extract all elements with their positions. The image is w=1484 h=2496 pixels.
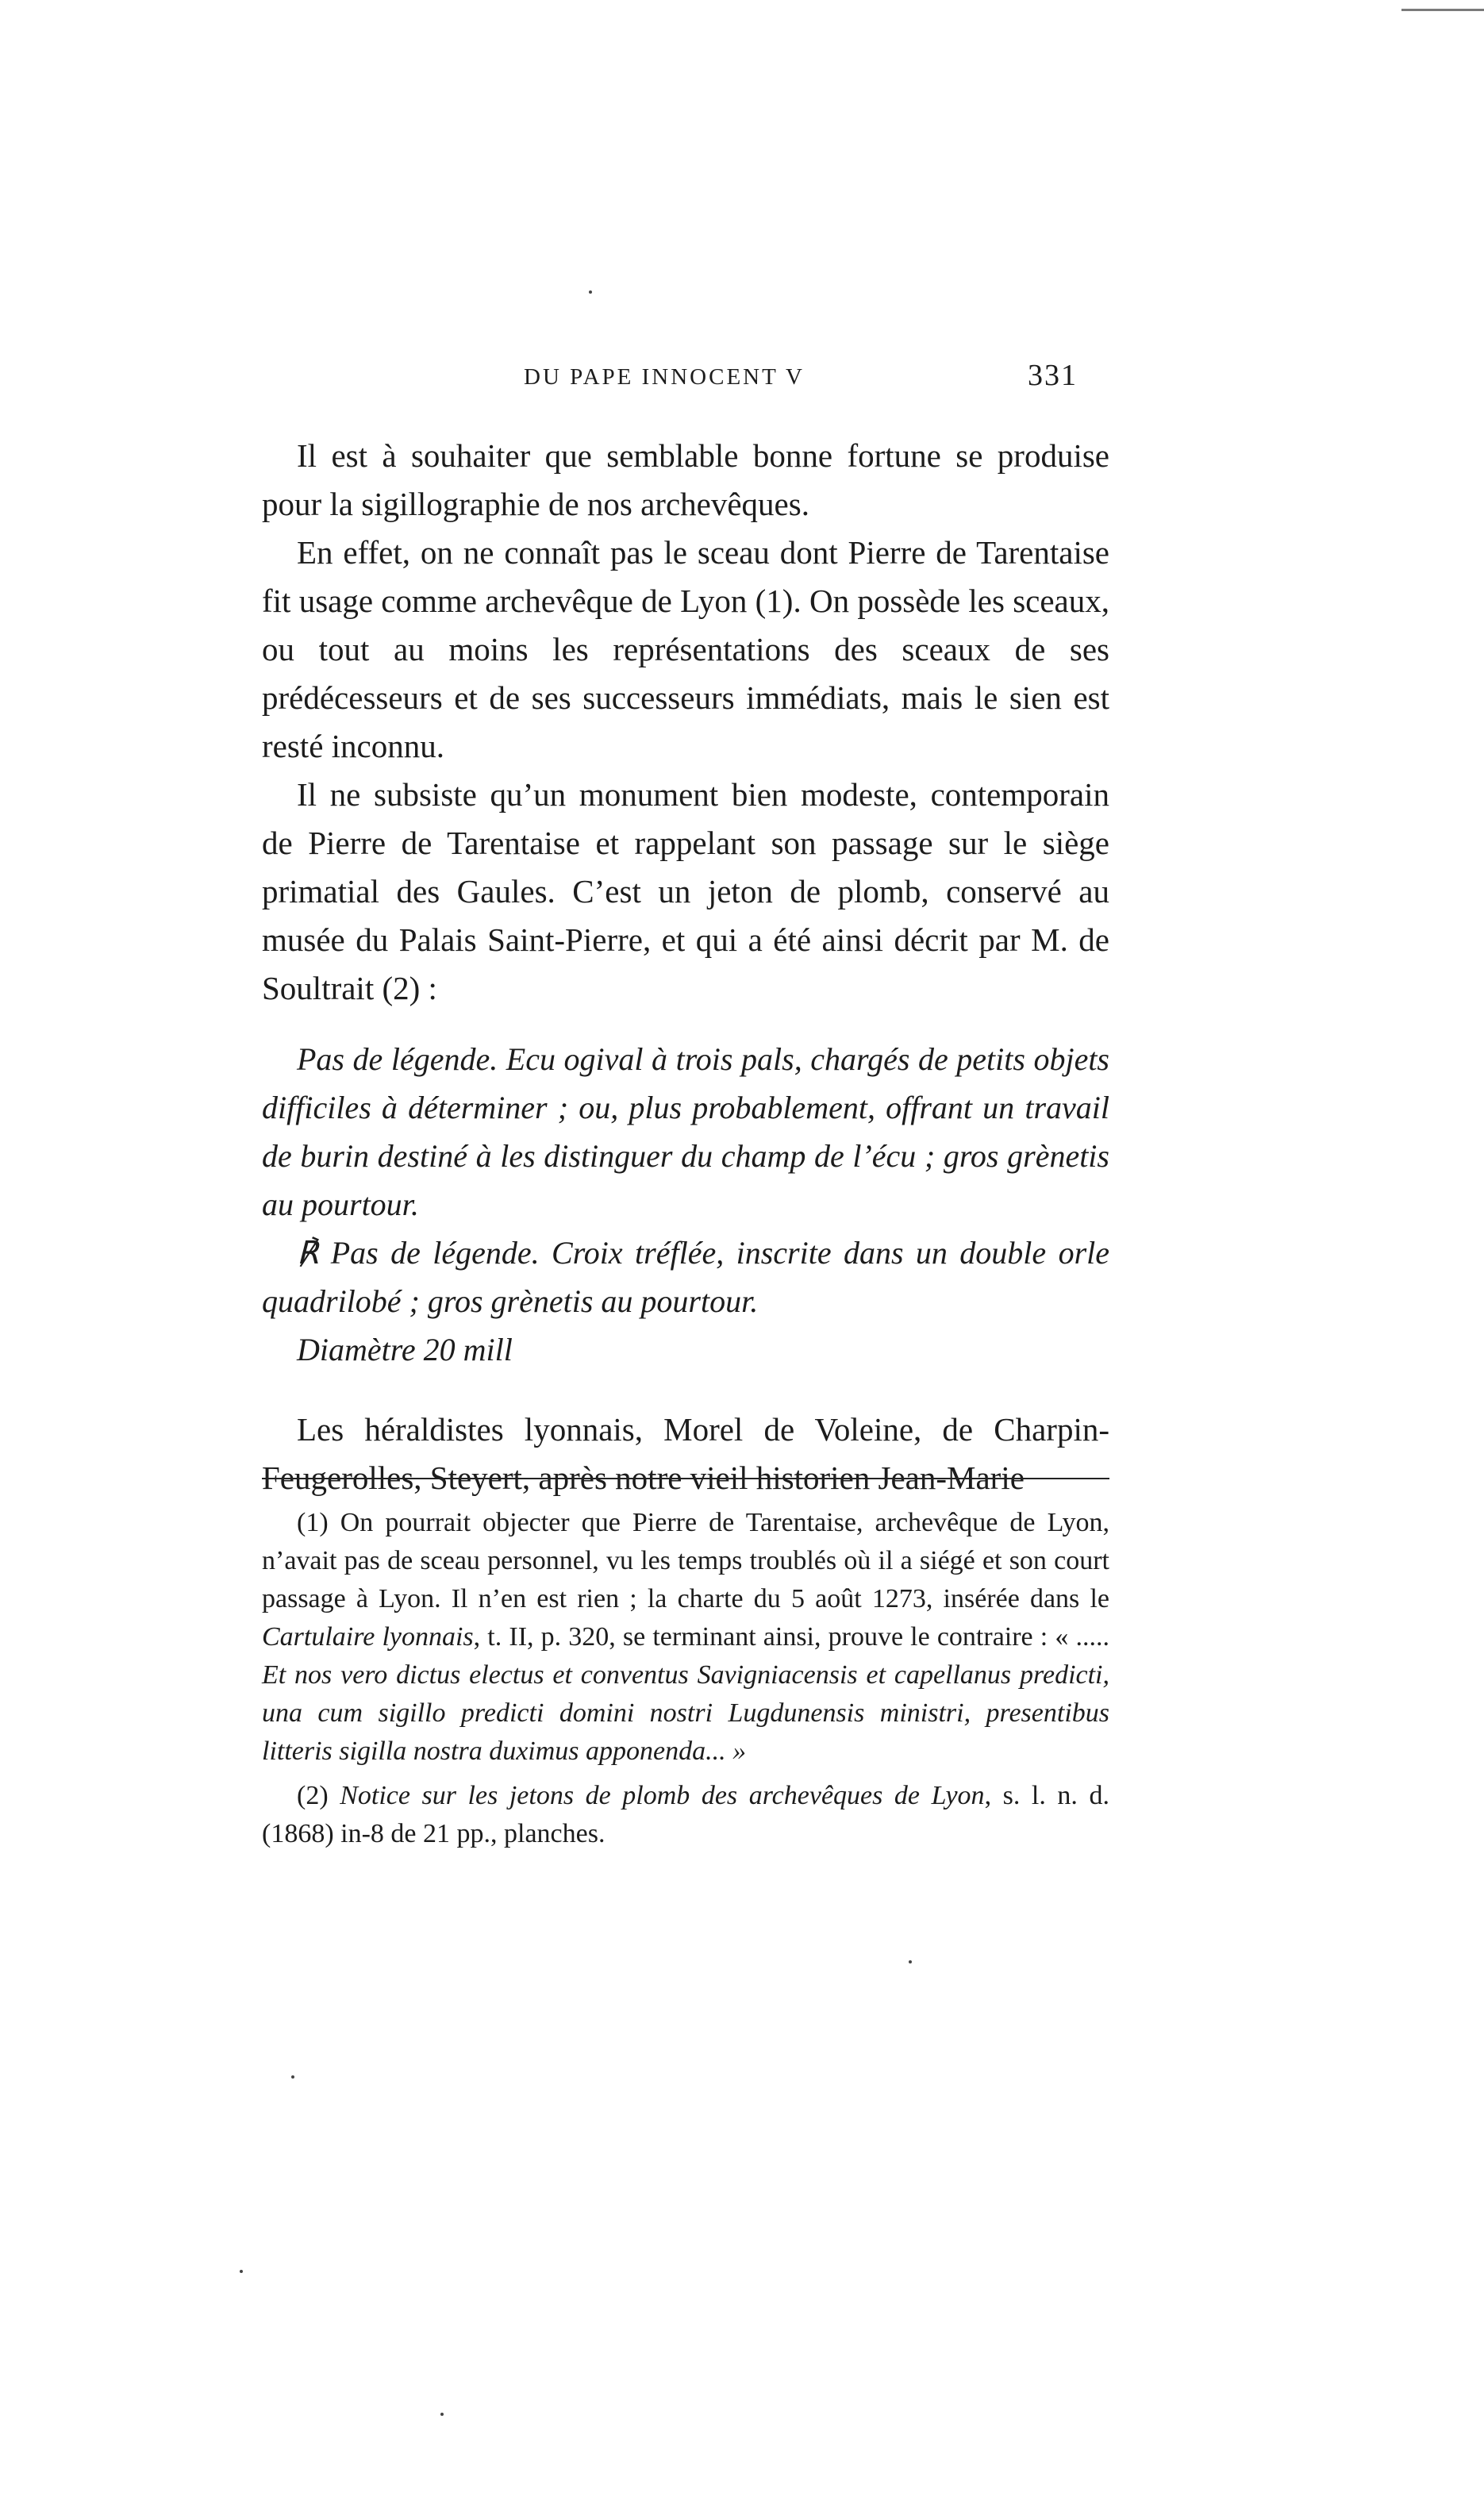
paragraph: Il ne subsiste qu’un monument bien modeste, contemporain de Pierre de Tarentaise et rappelant son passage sur le siège primatial des Gaules. C’est un jeton de plomb, conservé au musée du Palais Saint-Pierre, et qui a été ainsi décrit par M. de Soultrait (2) : xyxy=(262,776,1109,1006)
diameter-note: Diamètre 20 mill xyxy=(297,1332,513,1367)
paragraph: Il est à souhaiter que semblable bonne fortune se produise pour la sigillographie de nos archevêques. xyxy=(262,437,1109,522)
jeton-description xyxy=(262,1035,1109,1374)
footnote-2-title: Notice sur les jetons de plomb des archevêques de Lyon xyxy=(340,1781,985,1810)
paper-speck xyxy=(440,2413,444,2416)
running-head xyxy=(262,361,1135,409)
page-number: 331 xyxy=(1028,359,1078,392)
paper-speck xyxy=(589,290,592,294)
footnote-2 xyxy=(262,1777,1109,1853)
footnote-2-mark: (2) xyxy=(297,1781,340,1810)
paper-speck xyxy=(240,2270,243,2273)
running-title: DU PAPE INNOCENT V xyxy=(524,364,805,390)
footnote-1-text-cont: , t. II, p. 320, se terminant ainsi, prouve le contraire : « ..... xyxy=(473,1622,1109,1652)
paragraph: En effet, on ne connaît pas le sceau dont Pierre de Tarentaise fit usage comme archevêque de Lyon (1). On possède les sceaux, ou tout au moins les représentations des sceaux de ses prédécesseurs et de ses successeurs immédiats, mais le sien est resté inconnu. xyxy=(262,534,1109,764)
footnote-1-title: Cartulaire lyonnais xyxy=(262,1622,474,1652)
reverse-description: ℟ Pas de légende. Croix tréflée, inscrite dans un double orle quadrilobé ; gros grènetis au pourtour. xyxy=(262,1235,1109,1319)
footnote-1-latin-quote: Et nos vero dictus electus et conventus Savigniacensis et capellanus predicti, una cum sigillo predicti domini nostri Lugdunensis ministri, presentibus litteris sigilla nostra duximus apponenda... » xyxy=(262,1660,1109,1766)
footnote-divider xyxy=(262,1478,1109,1479)
footnotes xyxy=(262,1504,1109,1860)
footnote-2-text: , s. l. n. d. (1868) in-8 de 21 pp., planches. xyxy=(262,1781,1109,1848)
corner-rule xyxy=(1401,9,1484,11)
paragraph: Les héraldistes lyonnais, Morel de Voleine, de Charpin-Feugerolles, Steyert, après notre vieil historien Jean-Marie xyxy=(262,1411,1109,1496)
body-text xyxy=(262,432,1109,1502)
paper-speck xyxy=(291,2075,294,2079)
footnote-1-text: (1) On pourrait objecter que Pierre de Tarentaise, archevêque de Lyon, n’avait pas de sceau personnel, vu les temps troublés où il a siégé et son court passage à Lyon. Il n’en est rien ; la charte du 5 août 1273, insérée dans le xyxy=(262,1508,1109,1613)
paper-speck xyxy=(909,1960,912,1963)
footnote-1 xyxy=(262,1504,1109,1771)
obverse-description: Pas de légende. Ecu ogival à trois pals, chargés de petits objets difficiles à déterminer ; ou, plus probablement, offrant un travail de burin destiné à les distinguer du champ de l’écu ; gros grènetis au pourtour. xyxy=(262,1041,1109,1222)
